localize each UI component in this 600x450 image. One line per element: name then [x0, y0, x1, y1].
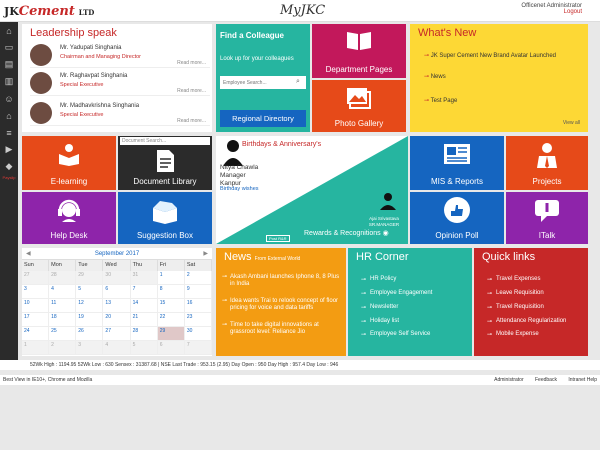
opinion-poll-tile[interactable]: Opinion Poll	[410, 192, 504, 244]
manager-icon	[506, 142, 588, 174]
whats-new-item[interactable]: ⊸ News	[424, 73, 446, 80]
newspaper-icon	[410, 142, 504, 172]
calendar-grid	[22, 260, 212, 355]
hr-link[interactable]: ⊸ Newsletter	[370, 304, 398, 310]
calendar-day[interactable]: 28	[131, 327, 158, 341]
calendar-month: September 2017	[94, 251, 140, 257]
document-library-tile[interactable]: Document Search... Document Library	[118, 136, 212, 190]
weekday-label: Tue	[76, 260, 103, 271]
quick-link[interactable]: ⊸ Travel Requisition	[496, 304, 544, 310]
find-colleague-panel: Find a Colleague Look up for your colleagues Employee Search... ⌕ Regional Directory	[216, 24, 310, 132]
whats-new-panel: What's New ⊸ JK Super Cement New Brand Avatar Launched ⊸ News ⊸ Test Page View all	[410, 24, 588, 132]
calendar-day[interactable]: 6	[103, 285, 130, 299]
help-desk-tile[interactable]: Help Desk	[22, 192, 116, 244]
birthday-person: Nitya Chawla Manager Kanpur	[220, 164, 259, 187]
calendar-day[interactable]: 4	[49, 285, 76, 299]
payslip-link[interactable]: Payslip	[2, 175, 16, 180]
calendar-day[interactable]: 10	[22, 299, 49, 313]
read-more-link[interactable]: Read more...	[177, 118, 206, 124]
news-item[interactable]: ⊸ Time to take digital innovations at grassroot level: Reliance Jio	[230, 322, 340, 336]
suggestion-box-tile[interactable]: Suggestion Box	[118, 192, 212, 244]
document-icon	[118, 149, 212, 179]
avatar	[30, 44, 52, 66]
calendar-day[interactable]: 8	[158, 285, 185, 299]
footer-links	[484, 375, 597, 385]
elearning-icon	[22, 142, 116, 174]
company-logo[interactable]: JKCement LTD	[4, 4, 95, 19]
birthday-wishes-link[interactable]: Birthday wishes	[220, 186, 259, 192]
calendar-day[interactable]: 5	[131, 341, 158, 355]
mis-reports-tile[interactable]: MIS & Reports	[410, 136, 504, 190]
weekday-label: Sat	[185, 260, 212, 271]
site-title: MyJKC	[280, 3, 326, 18]
calendar-day[interactable]: 1	[158, 271, 185, 285]
calendar-day[interactable]: 14	[131, 299, 158, 313]
award-icon: ◉	[382, 230, 389, 237]
open-book-icon	[312, 28, 406, 58]
leadership-panel	[22, 24, 212, 132]
regional-directory-button[interactable]: Regional Directory	[220, 110, 306, 127]
calendar-day[interactable]: 24	[22, 327, 49, 341]
whats-new-item[interactable]: ⊸ JK Super Cement New Brand Avatar Launched	[424, 52, 556, 59]
leadership-title: Leadership speak	[30, 27, 117, 39]
birthday-rewards-panel	[216, 136, 408, 244]
whats-new-item[interactable]: ⊸ Test Page	[424, 97, 457, 104]
calendar-day[interactable]: 18	[49, 313, 76, 327]
reward-person: Ajai Srivastava SR.MANAGER	[368, 216, 400, 227]
calendar-day[interactable]: 11	[49, 299, 76, 313]
folder-icon[interactable]: ▤	[4, 59, 14, 69]
quick-link[interactable]: ⊸ Attendance Regularization	[496, 318, 566, 324]
calendar-day[interactable]: 3	[76, 341, 103, 355]
prev-month-icon[interactable]: ◀	[26, 251, 31, 257]
calendar-day[interactable]: 16	[185, 299, 212, 313]
weekday-label: Wed	[103, 260, 130, 271]
calendar-day[interactable]: 30	[185, 327, 212, 341]
gallery-icon	[312, 86, 406, 116]
quick-link[interactable]: ⊸ Leave Requisition	[496, 290, 544, 296]
calendar-day[interactable]: 31	[131, 271, 158, 285]
calendar-day[interactable]: 12	[76, 299, 103, 313]
leader-item[interactable]: Mr. Madhavkrishna Singhania Special Executive Read more...	[30, 100, 210, 126]
person-silhouette-icon	[222, 138, 244, 166]
calendar-day[interactable]: 27	[22, 271, 49, 285]
birthday-title: Birthdays & Anniversary's	[242, 141, 322, 148]
elearning-tile[interactable]: E-learning	[22, 136, 116, 190]
calendar-day[interactable]: 28	[49, 271, 76, 285]
view-all-link[interactable]: View all	[562, 120, 580, 126]
calendar-day[interactable]: 27	[103, 327, 130, 341]
news-title: News From External World	[224, 251, 301, 263]
leader-item[interactable]: Mr. Yadupati Singhania Chairman and Managing Director Read more...	[30, 42, 210, 68]
avatar	[30, 72, 52, 94]
calendar-day[interactable]: 19	[76, 313, 103, 327]
department-pages-tile[interactable]: Department Pages	[312, 24, 406, 78]
calendar-day[interactable]: 1	[22, 341, 49, 355]
calendar-day[interactable]: 9	[185, 285, 212, 299]
calendar-day[interactable]: 2	[185, 271, 212, 285]
chat-icon	[506, 198, 588, 230]
home-icon[interactable]: ⌂	[6, 25, 12, 36]
calendar-day[interactable]: 3	[22, 285, 49, 299]
calendar-day[interactable]: 15	[158, 299, 185, 313]
calendar-day[interactable]: 7	[131, 285, 158, 299]
calendar-day[interactable]: 2	[49, 341, 76, 355]
calendar-day[interactable]: 26	[76, 327, 103, 341]
user-icon[interactable]: ☺	[4, 93, 14, 104]
calendar-day[interactable]: 7	[185, 341, 212, 355]
footer	[0, 375, 600, 385]
logout-link[interactable]: Logout	[563, 9, 582, 15]
calendar-day[interactable]: 6	[158, 341, 185, 355]
employee-search-input[interactable]	[220, 76, 306, 89]
weekday-label: Fri	[158, 260, 185, 271]
document-search-input[interactable]: Document Search...	[120, 137, 210, 145]
stock-ticker: 52Wk High : 1194.95 52Wk Low : 630 Sensex : 31387.68 | NSE Last Trade : 953.15 (2.95) Day Open : 950 Day High : 957.4 Day Low : 946	[0, 360, 600, 370]
avatar	[30, 102, 52, 124]
read-more-link[interactable]: Read more...	[177, 60, 206, 66]
user-name: Officenet Administrator	[521, 3, 582, 9]
quick-link[interactable]: ⊸ Mobile Expense	[496, 331, 539, 337]
read-more-link[interactable]: Read more...	[177, 88, 206, 94]
feedback-link[interactable]: Feedback	[535, 377, 557, 383]
calendar-day[interactable]: 17	[22, 313, 49, 327]
person-silhouette-icon	[379, 192, 397, 210]
projects-tile[interactable]: Projects	[506, 136, 588, 190]
headset-icon	[22, 198, 116, 230]
hr-link[interactable]: ⊸ Holiday list	[370, 318, 399, 324]
calendar-day[interactable]: 22	[158, 313, 185, 327]
weekday-label: Thu	[131, 260, 158, 271]
hr-link[interactable]: ⊸ Employee Self Service	[370, 331, 430, 337]
news-panel	[216, 248, 346, 356]
rewards-link[interactable]: Rewards & Recognitions ◉	[304, 230, 389, 237]
calendar-day[interactable]: 20	[103, 313, 130, 327]
box-icon	[118, 198, 212, 230]
post-rnr-button[interactable]: Post R&R	[266, 235, 290, 242]
header	[0, 0, 600, 22]
quick-links-panel: Quick links ⊸ Travel Expenses ⊸ Leave Requisition ⊸ Travel Requisition ⊸ Attendance Regularization ⊸ Mobile Expense	[474, 248, 588, 356]
calendar-day[interactable]: 29	[76, 271, 103, 285]
calendar-day[interactable]: 4	[103, 341, 130, 355]
tag-icon[interactable]: ◆	[5, 161, 13, 171]
calendar-day[interactable]: 25	[49, 327, 76, 341]
calendar-day[interactable]: 13	[103, 299, 130, 313]
next-month-icon[interactable]: ▶	[203, 251, 208, 257]
browser-note: Best View in IE10+, Chrome and Mozilla	[3, 377, 93, 383]
hr-corner-panel: HR Corner ⊸ HR Policy ⊸ Employee Engagement ⊸ Newsletter ⊸ Holiday list ⊸ Employee Self Service	[348, 248, 472, 356]
administrator-link[interactable]: Administrator	[494, 377, 524, 383]
intranet-help-link[interactable]: Intranet Help	[568, 377, 597, 383]
user-box	[521, 3, 582, 15]
italk-tile[interactable]: ITalk	[506, 192, 588, 244]
calendar-header	[22, 248, 212, 260]
hr-link[interactable]: ⊸ Employee Engagement	[370, 290, 432, 296]
calendar-day[interactable]: 21	[131, 313, 158, 327]
video-icon[interactable]: ▶	[5, 144, 13, 154]
quick-link[interactable]: ⊸ Travel Expenses	[496, 276, 540, 282]
calendar-day[interactable]: 29	[158, 327, 185, 341]
calendar	[22, 248, 212, 356]
weekday-label: Sun	[22, 260, 49, 271]
bank-icon[interactable]: ⌂	[6, 110, 12, 121]
leader-item[interactable]: Mr. Raghavpat Singhania Special Executive Read more...	[30, 70, 210, 96]
calendar-day[interactable]: 5	[76, 285, 103, 299]
photo-gallery-tile[interactable]: Photo Gallery	[312, 80, 406, 132]
news-item[interactable]: ⊸ Akash Ambani launches Iphone 8, 8 Plus in India	[230, 274, 340, 288]
sidebar	[0, 22, 18, 370]
list-icon[interactable]: ≡	[6, 127, 12, 138]
calendar-day[interactable]: 23	[185, 313, 212, 327]
inbox-icon[interactable]: ▭	[4, 42, 14, 52]
hr-link[interactable]: ⊸ HR Policy	[370, 276, 396, 282]
calendar-day[interactable]: 30	[103, 271, 130, 285]
thumbs-icon	[410, 196, 504, 230]
news-item[interactable]: ⊸ Idea wants Trai to relook concept of floor pricing for voice and data tariffs	[230, 298, 340, 312]
book-icon[interactable]: ▥	[4, 76, 14, 86]
search-icon[interactable]: ⌕	[296, 78, 300, 85]
weekday-label: Mon	[49, 260, 76, 271]
